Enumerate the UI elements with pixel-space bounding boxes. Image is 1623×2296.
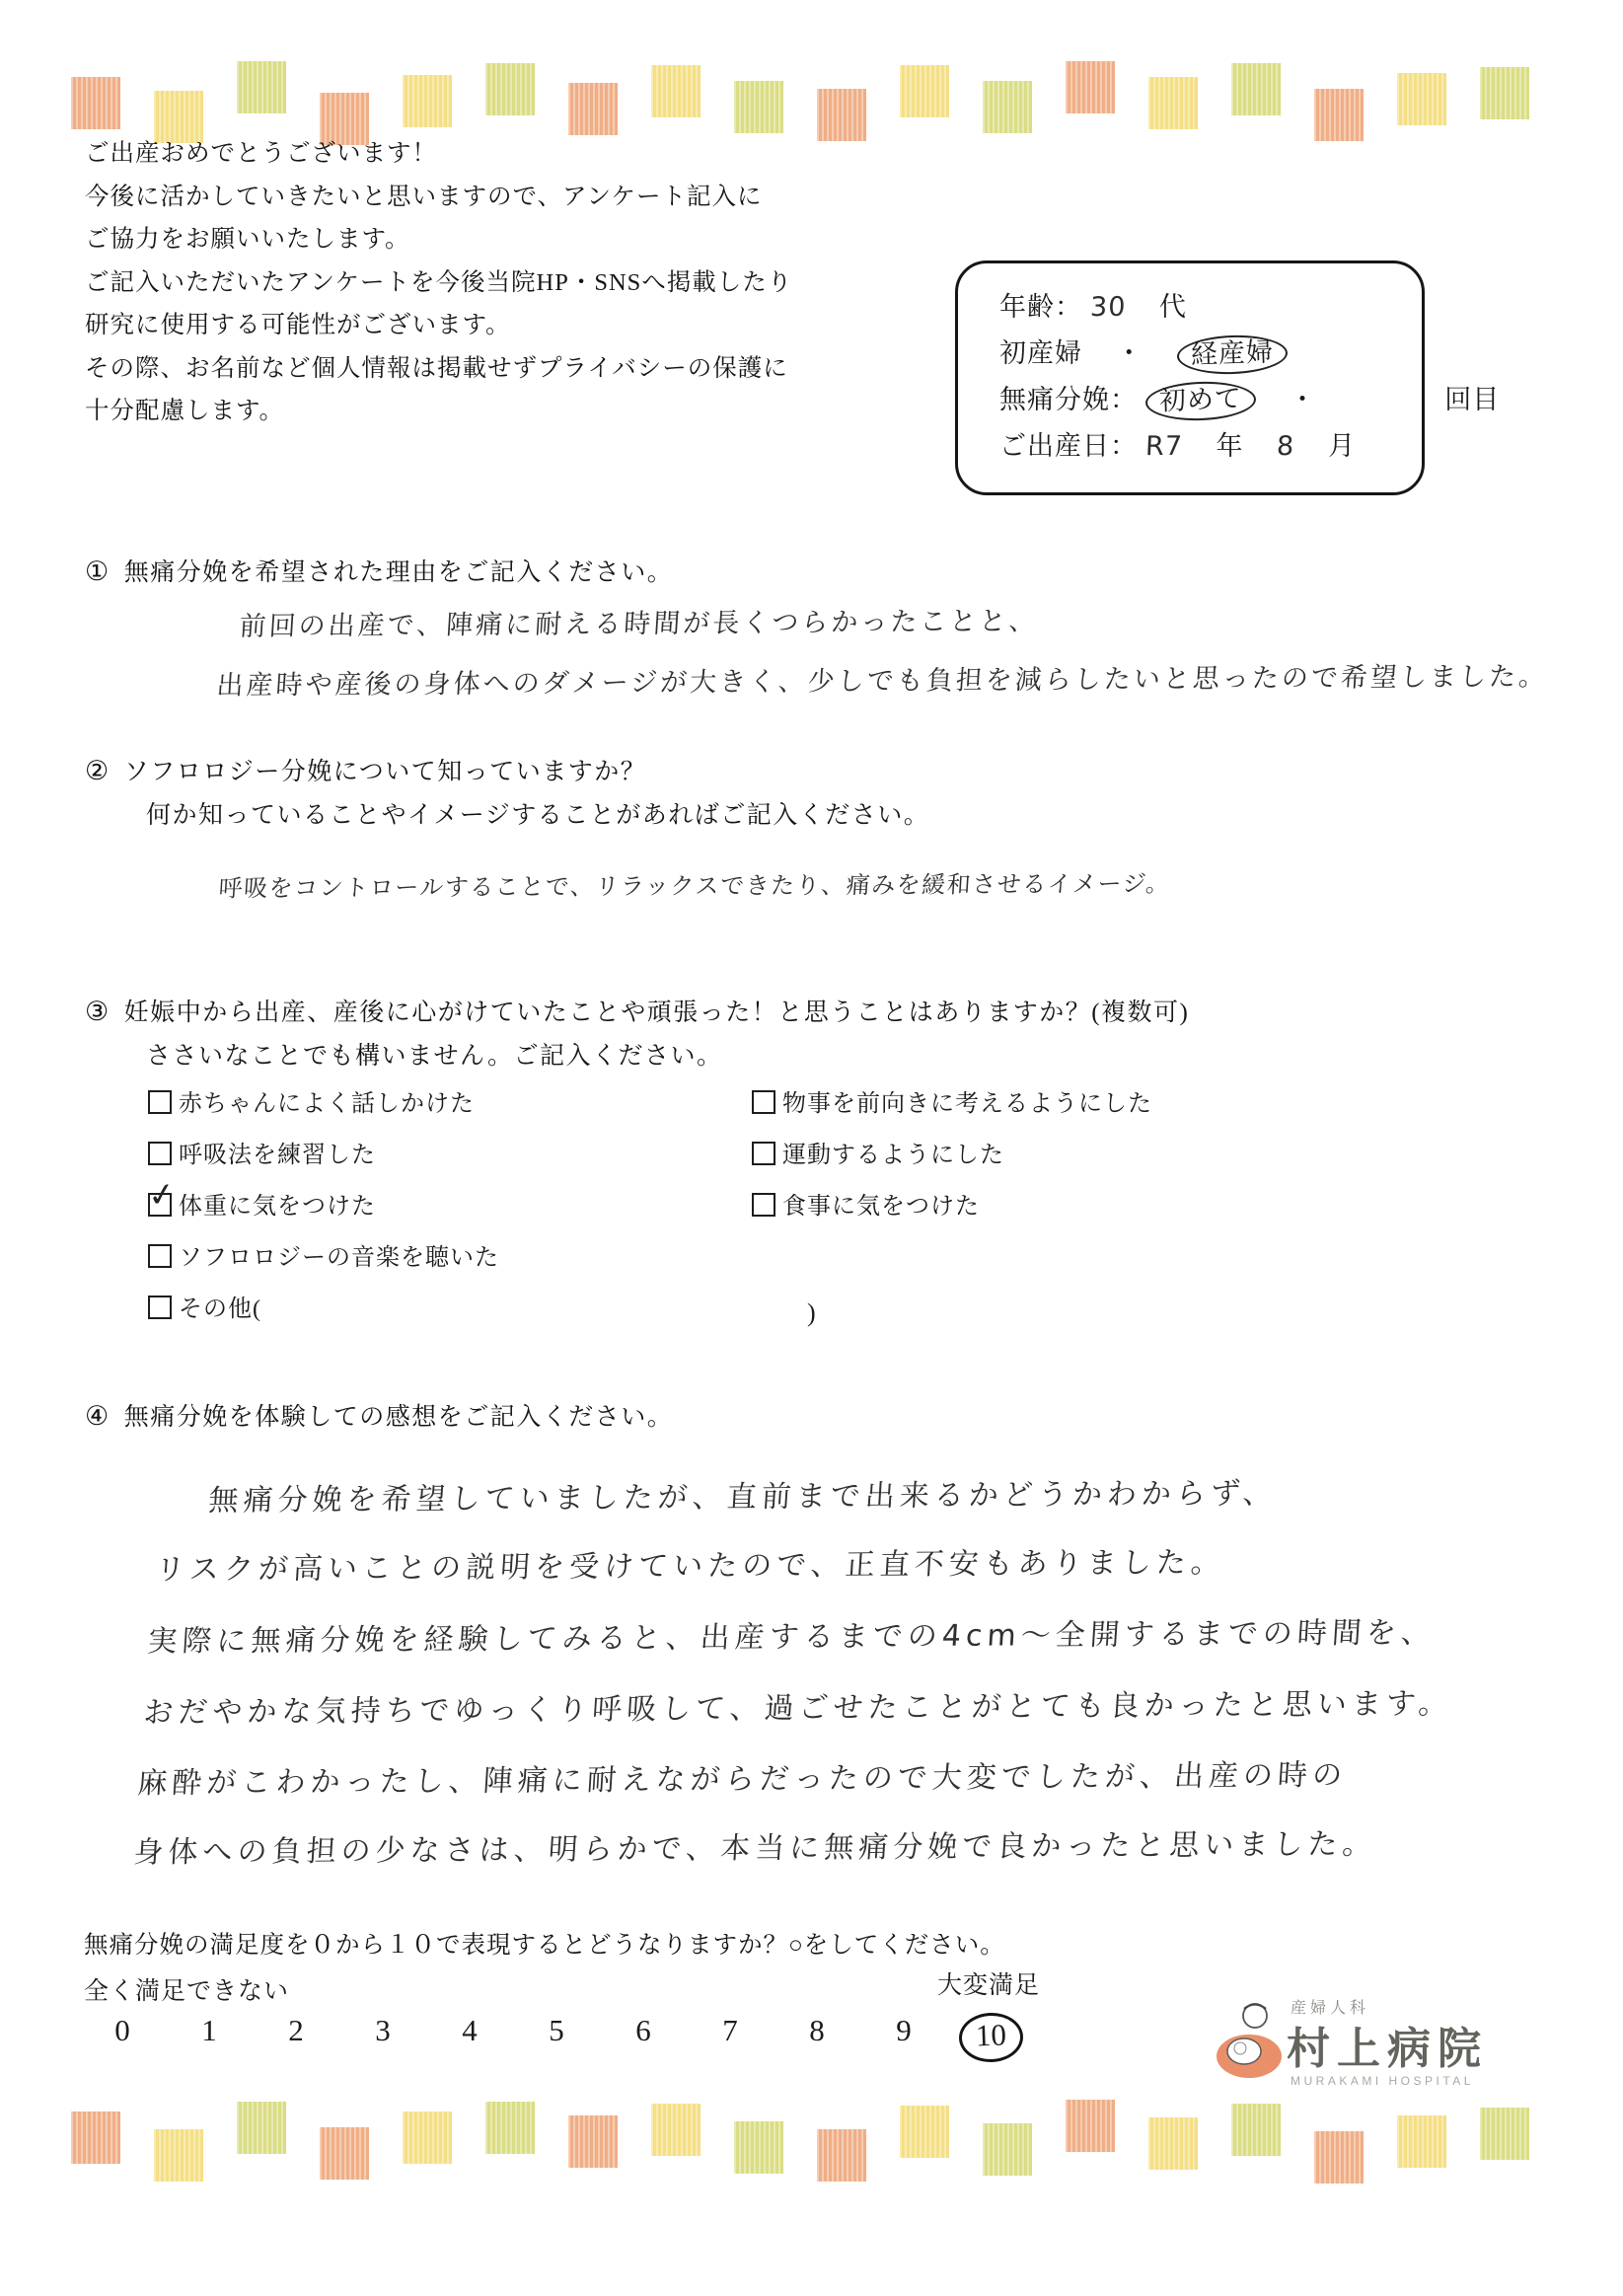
- decorative-square: [1066, 2100, 1115, 2152]
- decorative-square: [154, 2129, 203, 2182]
- decorative-square: [71, 2111, 120, 2164]
- decorative-square: [1480, 67, 1529, 119]
- decorative-square: [1148, 2117, 1198, 2170]
- answer-2-line: 呼吸をコントロールすることで、リラックスできたり、痛みを緩和させるイメージ。: [217, 869, 1172, 903]
- checkbox-option: [752, 1192, 1152, 1243]
- q3-options-right: [752, 1089, 1152, 1243]
- decorative-square: [651, 2104, 701, 2156]
- decorative-square: [734, 81, 783, 133]
- option-label: その他(: [179, 1296, 261, 1322]
- scale-value: 1: [201, 2013, 217, 2047]
- intro-line: ご協力をお願いいたします。: [85, 226, 410, 253]
- times-unit: 回目: [1444, 385, 1501, 414]
- decorative-square: [1231, 2104, 1281, 2156]
- answer-1-line: 出産時や産後の身体へのダメージが大きく、少しでも負担を減らしたいと思ったので希望しました。: [215, 661, 1550, 702]
- decorative-square: [1066, 61, 1115, 113]
- checkbox: [148, 1142, 172, 1165]
- satisfaction-question: 無痛分娩の満足度を０から１０で表現するとどうなりますか？○をしてください。: [84, 1932, 1005, 1959]
- decorative-square: [568, 83, 618, 135]
- month-value-handwritten: 8: [1276, 430, 1296, 463]
- checkbox: [148, 1244, 172, 1268]
- option-label: ソフロロジーの音楽を聴いた: [179, 1245, 499, 1271]
- decorative-square: [1480, 2108, 1529, 2160]
- decorative-square: [71, 77, 120, 129]
- question-2: [85, 752, 646, 787]
- logo-hospital-name-en: MURAKAMI HOSPITAL: [1291, 2074, 1474, 2088]
- checkbox-option: [752, 1141, 1152, 1192]
- scale-value: 2: [288, 2013, 304, 2047]
- date-label: ご出産日：: [999, 431, 1138, 461]
- decorative-square: [817, 89, 866, 141]
- age-line: [999, 287, 1422, 333]
- checkbox-option: [148, 1141, 499, 1192]
- scale-number: [513, 2013, 600, 2062]
- age-value-handwritten: 30: [1089, 291, 1127, 324]
- decorative-square: [403, 75, 452, 127]
- decorative-square: [1314, 2131, 1364, 2184]
- decorative-border-bottom: [0, 2100, 1623, 2213]
- question-4-text: 無痛分娩を体験しての感想をご記入ください。: [123, 1404, 674, 1431]
- satisfaction-scale: [79, 2013, 1034, 2062]
- intro-line: その際、お名前など個人情報は掲載せずプライバシーの保護に: [85, 354, 788, 382]
- decorative-square: [237, 61, 286, 113]
- checkbox-option: [148, 1089, 499, 1141]
- scale-value: 0: [114, 2013, 130, 2047]
- other-close-paren: ): [807, 1298, 816, 1327]
- scale-value: 9: [896, 2013, 912, 2047]
- question-1-text: 無痛分娩を希望された理由をご記入ください。: [123, 559, 674, 586]
- month-unit: 月: [1328, 431, 1357, 461]
- answer-4-line: 身体への負担の少なさは、明らかで、本当に無痛分娩で良かったと思いました。: [132, 1826, 1378, 1871]
- checkbox: [752, 1193, 775, 1217]
- scale-value: 4: [462, 2013, 478, 2047]
- scale-number: [687, 2013, 774, 2062]
- option-label: 物事を前向きに考えるようにした: [782, 1091, 1152, 1117]
- logo-hospital-name: 村上病院: [1287, 2025, 1488, 2073]
- year-unit: 年: [1216, 431, 1244, 461]
- logo-department: 産婦人科: [1291, 2000, 1370, 2017]
- checkbox-option-other: [148, 1295, 499, 1346]
- scale-number-selected: [947, 2013, 1034, 2062]
- intro-line: 研究に使用する可能性がございます。: [85, 312, 511, 338]
- painless-label: 無痛分娩：: [999, 385, 1138, 414]
- decorative-square: [1148, 77, 1198, 129]
- painless-first-circled: 初めて: [1144, 380, 1256, 422]
- question-2-number: ②: [85, 756, 111, 785]
- question-3-subtext: ささいなことでも構いません。ご記入ください。: [146, 1043, 723, 1070]
- option-label: 呼吸法を練習した: [179, 1143, 376, 1168]
- checkbox-option: [752, 1089, 1152, 1141]
- decorative-square: [237, 2102, 286, 2154]
- scale-number: [774, 2013, 860, 2062]
- question-2-subtext: 何か知っていることやイメージすることがあればご記入ください。: [146, 802, 930, 829]
- decorative-square: [651, 65, 701, 117]
- decorative-square: [403, 2111, 452, 2164]
- scale-value: 5: [549, 2013, 564, 2047]
- separator-dot: ・: [1115, 338, 1143, 368]
- answer-4-line: 無痛分娩を希望していましたが、直前まで出来るかどうかわからず、: [207, 1476, 1279, 1518]
- mother-baby-icon: [1216, 1999, 1285, 2080]
- checkbox: [752, 1142, 775, 1165]
- scale-value: 3: [375, 2013, 391, 2047]
- checkbox: [752, 1090, 775, 1114]
- answer-4-line: リスクが高いことの説明を受けていたので、正直不安もありました。: [154, 1545, 1226, 1588]
- decorative-square: [320, 2127, 369, 2180]
- decorative-square: [485, 2102, 535, 2154]
- question-1: [85, 553, 673, 588]
- question-3: [85, 993, 1189, 1028]
- separator-dot: ・: [1289, 385, 1317, 414]
- answer-4-line: おだやかな気持ちでゆっくり呼吸して、過ごせたことがとても良かったと思います。: [142, 1686, 1454, 1731]
- answer-4-line: 麻酔がこわかったし、陣痛に耐えながらだったので大変でしたが、出産の時の: [136, 1757, 1349, 1802]
- question-3-text: 妊娠中から出産、産後に心がけていたことや頑張った！と思うことはありますか？(複数可): [123, 1000, 1190, 1026]
- option-label: 体重に気をつけた: [179, 1194, 376, 1220]
- year-value-handwritten: R7: [1144, 430, 1184, 463]
- satisfaction-min-label: 全く満足できない: [84, 1977, 290, 2005]
- painless-count-line: [999, 380, 1501, 426]
- intro-line: ご出産おめでとうございます！: [85, 140, 437, 167]
- decorative-square: [983, 81, 1032, 133]
- decorative-square: [817, 2129, 866, 2182]
- checkbox-option: [148, 1243, 499, 1295]
- scale-number: [426, 2013, 513, 2062]
- question-3-number: ③: [85, 997, 111, 1026]
- option-label: 運動するようにした: [782, 1143, 1004, 1168]
- patient-info-box: [955, 260, 1501, 495]
- scale-value: 10: [958, 2012, 1024, 2063]
- age-unit: 代: [1158, 292, 1187, 322]
- decorative-square: [1314, 89, 1364, 141]
- scale-number: [600, 2013, 687, 2062]
- scale-value: 7: [722, 2013, 738, 2047]
- scale-number: [860, 2013, 947, 2062]
- question-4: [85, 1397, 673, 1433]
- hospital-logo: [1216, 1985, 1610, 2104]
- parity-line: [999, 333, 1422, 380]
- checkbox: [148, 1193, 172, 1217]
- decorative-square: [485, 63, 535, 115]
- parity-multi-circled: 経産婦: [1176, 333, 1288, 376]
- decorative-square: [734, 2121, 783, 2174]
- birth-date-line: [999, 426, 1422, 473]
- answer-4-line: 実際に無痛分娩を経験してみると、出産するまでの4cm〜全開するまでの時間を、: [146, 1615, 1437, 1660]
- q3-options-left: [148, 1089, 499, 1346]
- intro-line: 十分配慮します。: [85, 398, 285, 424]
- question-4-number: ④: [85, 1401, 111, 1431]
- checkbox: [148, 1296, 172, 1319]
- scale-number: [79, 2013, 166, 2062]
- checkbox-option: [148, 1192, 499, 1243]
- decorative-square: [1397, 73, 1446, 125]
- decorative-square: [983, 2123, 1032, 2176]
- checkbox: [148, 1090, 172, 1114]
- satisfaction-max-label: 大変満足: [937, 1971, 1041, 1999]
- question-1-number: ①: [85, 556, 111, 586]
- decorative-square: [900, 65, 949, 117]
- option-label: 食事に気をつけた: [782, 1194, 980, 1220]
- decorative-square: [1397, 2115, 1446, 2168]
- scale-value: 8: [809, 2013, 825, 2047]
- age-label: 年齢：: [999, 292, 1082, 322]
- parity-first-label: 初産婦: [999, 338, 1082, 368]
- intro-line: ご記入いただいたアンケートを今後当院HP・SNSへ掲載したり: [85, 268, 793, 296]
- answer-1-line: 前回の出産で、陣痛に耐える時間が長くつらかったことと、: [238, 606, 1040, 642]
- scale-number: [166, 2013, 253, 2062]
- intro-line: 今後に活かしていきたいと思いますので、アンケート記入に: [85, 183, 763, 210]
- intro-text: [85, 132, 792, 433]
- question-2-text: ソフロロジー分娩について知っていますか？: [123, 759, 647, 785]
- decorative-square: [900, 2106, 949, 2158]
- scale-number: [339, 2013, 426, 2062]
- scale-value: 6: [635, 2013, 651, 2047]
- decorative-square: [1231, 63, 1281, 115]
- option-label: 赤ちゃんによく話しかけた: [179, 1091, 475, 1117]
- decorative-square: [568, 2115, 618, 2168]
- scale-number: [253, 2013, 339, 2062]
